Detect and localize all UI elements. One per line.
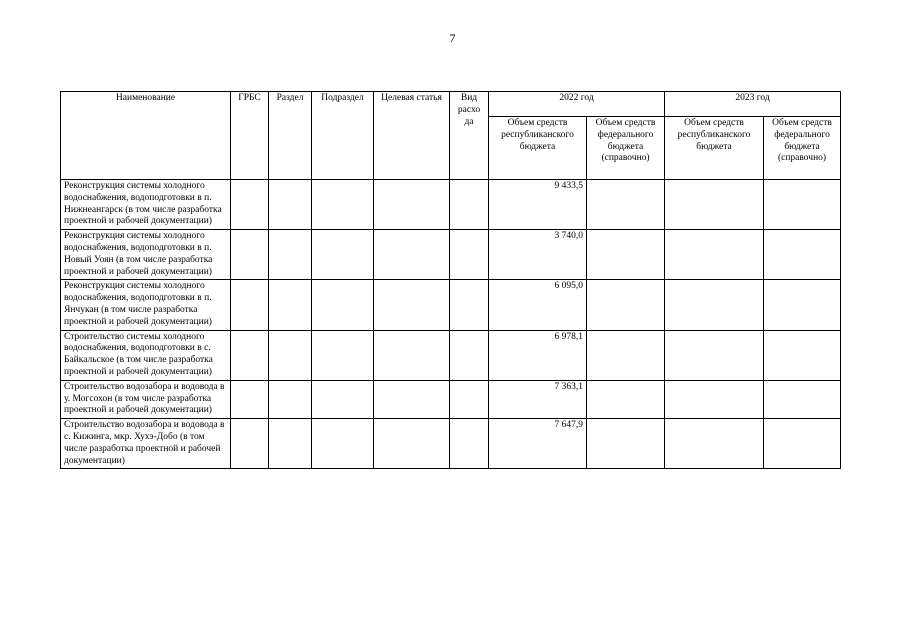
table-row — [61, 330, 841, 380]
row-tselevaya — [374, 230, 450, 280]
header-federal-2022: Объем средств федерального бюджета (справочно) — [587, 117, 665, 180]
header-tselevaya-statya: Целевая статья — [374, 92, 450, 180]
row-federal-2023 — [764, 419, 841, 469]
row-republic-2023 — [665, 180, 764, 230]
row-vid — [450, 280, 489, 330]
row-podrazdel — [312, 330, 374, 380]
row-republic-2022: 7 647,9 — [489, 419, 587, 469]
row-tselevaya — [374, 419, 450, 469]
row-federal-2022 — [587, 330, 665, 380]
header-name: Наименование — [61, 92, 231, 180]
row-federal-2022 — [587, 280, 665, 330]
row-vid — [450, 330, 489, 380]
row-razdel — [269, 180, 312, 230]
row-grbs — [231, 330, 269, 380]
row-vid — [450, 230, 489, 280]
row-federal-2022 — [587, 419, 665, 469]
row-grbs — [231, 380, 269, 418]
row-razdel — [269, 280, 312, 330]
row-tselevaya — [374, 380, 450, 418]
header-republic-2023: Объем средств республиканского бюджета — [665, 117, 764, 180]
row-tselevaya — [374, 180, 450, 230]
row-republic-2022: 9 433,5 — [489, 180, 587, 230]
row-federal-2022 — [587, 230, 665, 280]
row-federal-2023 — [764, 380, 841, 418]
row-podrazdel — [312, 180, 374, 230]
row-podrazdel — [312, 380, 374, 418]
row-name: Реконструкция системы холодного водоснабжения, водоподготовки в п. Нижнеангарск (в том числе разработка проектной и рабочей документации) — [61, 180, 231, 230]
header-vid-rashoda: Вид расхо да — [450, 92, 489, 180]
row-name: Реконструкция системы холодного водоснабжения, водоподготовки в п. Новый Уоян (в том числе разработка проектной и рабочей документации) — [61, 230, 231, 280]
header-podrazdel: Подраздел — [312, 92, 374, 180]
header-razdel: Раздел — [269, 92, 312, 180]
row-name: Строительство водозабора и водовода в с. Кижинга, мкр. Хухэ-Добо (в том числе разработка проектной и рабочей документации) — [61, 419, 231, 469]
row-podrazdel — [312, 280, 374, 330]
page-number: 7 — [449, 31, 456, 45]
table-row — [61, 419, 841, 469]
row-name: Строительство водозабора и водовода в у. Могсохон (в том числе разработка проектной и рабочей документации) — [61, 380, 231, 418]
row-republic-2023 — [665, 380, 764, 418]
row-grbs — [231, 280, 269, 330]
row-grbs — [231, 230, 269, 280]
table-row — [61, 230, 841, 280]
row-name: Строительство системы холодного водоснабжения, водоподготовки в с. Байкальское (в том числе разработка проектной и рабочей документации) — [61, 330, 231, 380]
row-grbs — [231, 180, 269, 230]
row-republic-2022: 6 095,0 — [489, 280, 587, 330]
row-republic-2023 — [665, 280, 764, 330]
row-podrazdel — [312, 230, 374, 280]
row-federal-2023 — [764, 330, 841, 380]
row-razdel — [269, 380, 312, 418]
table-row — [61, 380, 841, 418]
row-razdel — [269, 230, 312, 280]
table-row — [61, 280, 841, 330]
row-republic-2023 — [665, 419, 764, 469]
header-grbs: ГРБС — [231, 92, 269, 180]
row-name: Реконструкция системы холодного водоснабжения, водоподготовки в п. Янчукан (в том числе разработка проектной и рабочей документации) — [61, 280, 231, 330]
row-grbs — [231, 419, 269, 469]
row-federal-2023 — [764, 180, 841, 230]
row-republic-2023 — [665, 230, 764, 280]
row-federal-2022 — [587, 180, 665, 230]
row-republic-2022: 3 740,0 — [489, 230, 587, 280]
row-razdel — [269, 330, 312, 380]
row-federal-2023 — [764, 280, 841, 330]
row-republic-2022: 7 363,1 — [489, 380, 587, 418]
row-podrazdel — [312, 419, 374, 469]
row-federal-2022 — [587, 380, 665, 418]
row-vid — [450, 180, 489, 230]
row-vid — [450, 419, 489, 469]
row-federal-2023 — [764, 230, 841, 280]
header-federal-2023: Объем средств федерального бюджета (справочно) — [764, 117, 841, 180]
table-row — [61, 180, 841, 230]
row-republic-2022: 6 978,1 — [489, 330, 587, 380]
header-year-2023: 2023 год — [665, 92, 841, 117]
header-republic-2022: Объем средств республиканского бюджета — [489, 117, 587, 180]
row-vid — [450, 380, 489, 418]
row-republic-2023 — [665, 330, 764, 380]
header-year-2022: 2022 год — [489, 92, 665, 117]
row-razdel — [269, 419, 312, 469]
budget-table — [60, 91, 841, 469]
row-tselevaya — [374, 330, 450, 380]
row-tselevaya — [374, 280, 450, 330]
